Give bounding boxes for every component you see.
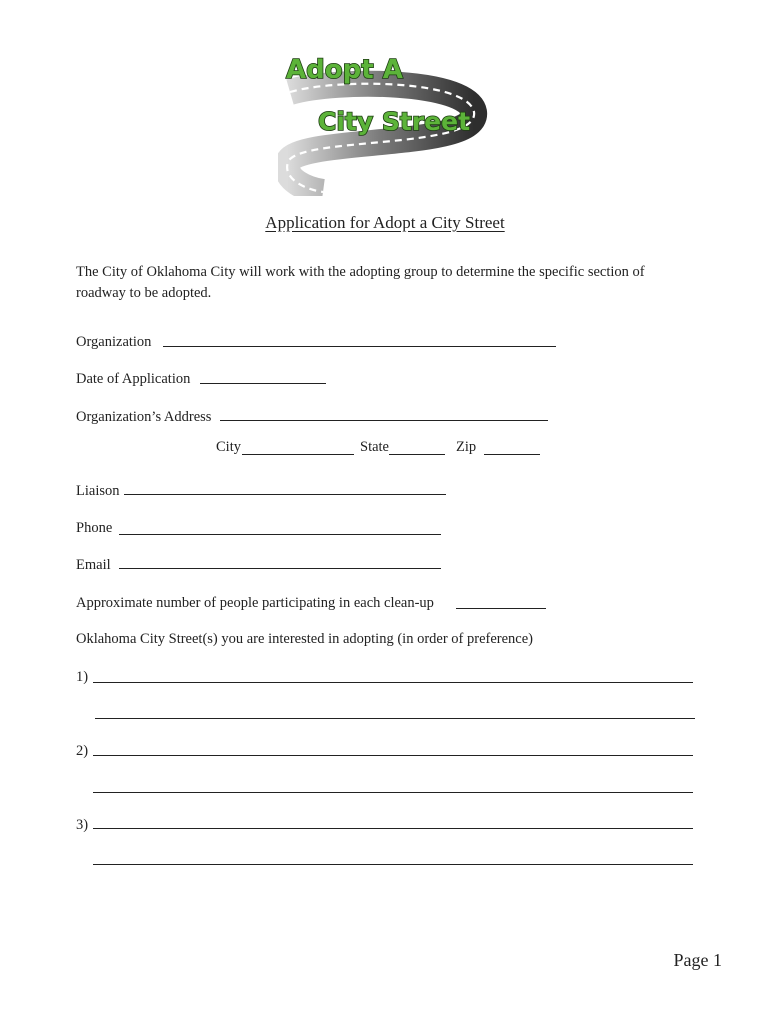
street-2-field[interactable]	[93, 755, 693, 756]
date-field[interactable]	[200, 383, 326, 384]
email-label: Email	[76, 557, 111, 573]
street-3-field-line2[interactable]	[93, 864, 693, 865]
city-label: City	[216, 439, 241, 455]
state-label: State	[360, 439, 389, 455]
participants-label: Approximate number of people participating in each clean-up	[76, 595, 434, 611]
zip-field[interactable]	[484, 454, 540, 455]
page-number: Page 1	[673, 950, 722, 970]
liaison-label: Liaison	[76, 483, 120, 499]
organization-label: Organization	[76, 334, 152, 350]
participants-field[interactable]	[456, 608, 546, 609]
address-label: Organization’s Address	[76, 409, 212, 425]
zip-label: Zip	[456, 439, 477, 455]
street-1-field[interactable]	[93, 682, 693, 683]
logo-text-line2: City Street	[318, 107, 471, 136]
street-1-number: 1)	[76, 669, 89, 685]
street-2-field-line2[interactable]	[93, 792, 693, 793]
street-3-field[interactable]	[93, 828, 693, 829]
address-field[interactable]	[220, 420, 548, 421]
street-2-number: 2)	[76, 743, 89, 759]
road-logo-graphic	[278, 50, 498, 196]
logo-text-line1: Adopt A	[286, 55, 403, 85]
street-3-number: 3)	[76, 817, 89, 833]
date-label: Date of Application	[76, 371, 191, 387]
state-field[interactable]	[389, 454, 445, 455]
streets-prompt: Oklahoma City Street(s) you are interested in adopting (in order of preference)	[76, 631, 533, 647]
phone-field[interactable]	[119, 534, 441, 535]
phone-label: Phone	[76, 520, 113, 536]
street-1-field-line2[interactable]	[95, 718, 695, 719]
email-field[interactable]	[119, 568, 441, 569]
form-title: Application for Adopt a City Street	[265, 213, 505, 232]
organization-field[interactable]	[163, 346, 556, 347]
intro-paragraph: The City of Oklahoma City will work with the adopting group to determine the specific section of roadway to be adopted.	[76, 264, 645, 301]
liaison-field[interactable]	[124, 494, 446, 495]
adopt-a-city-street-logo	[278, 50, 498, 196]
city-field[interactable]	[242, 454, 354, 455]
